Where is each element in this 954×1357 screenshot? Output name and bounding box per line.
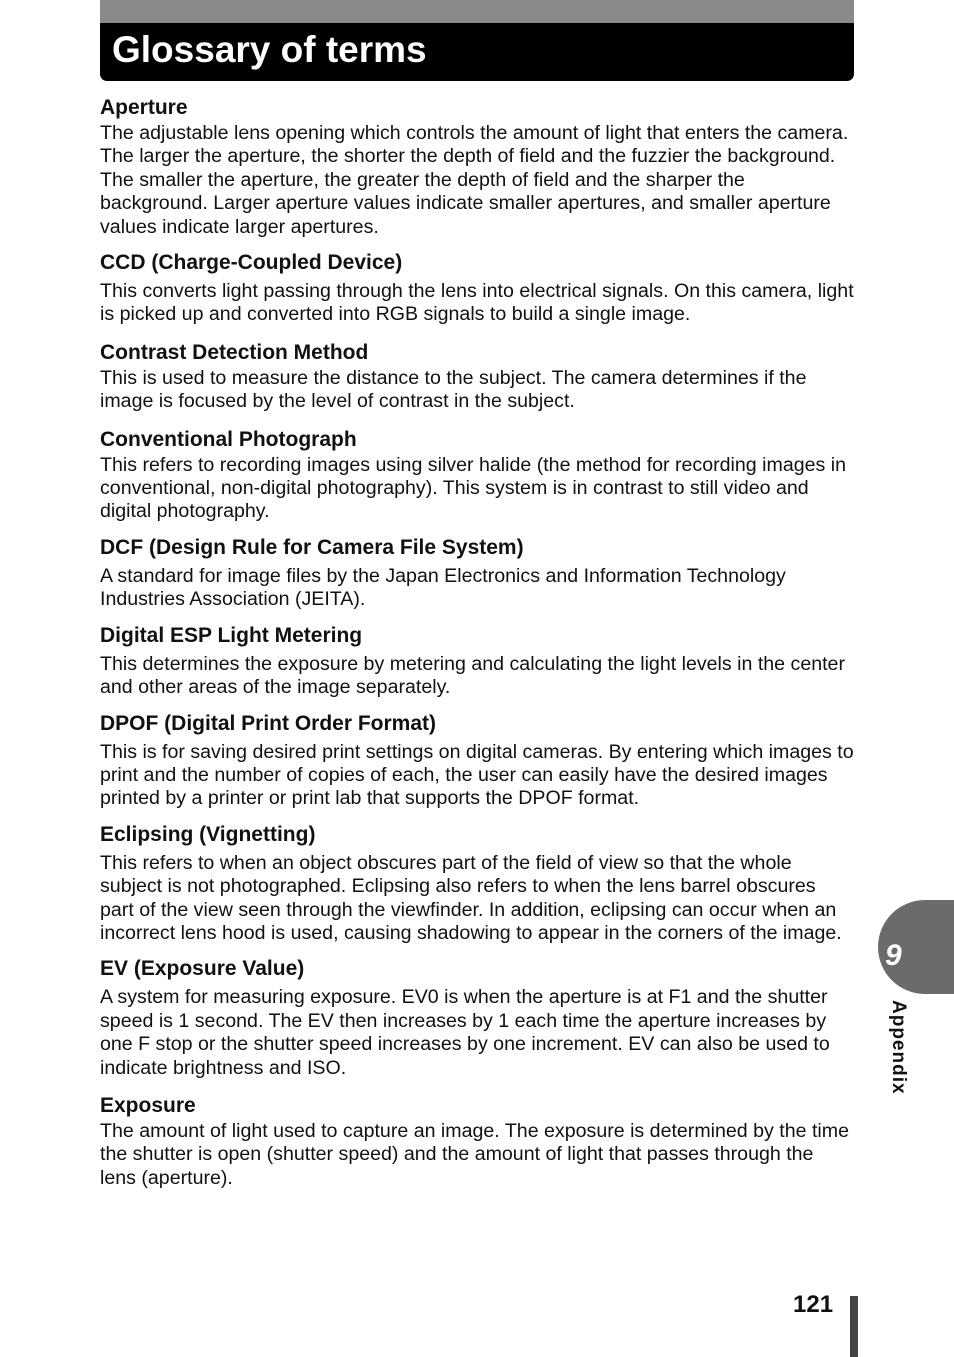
term-heading: EV (Exposure Value): [100, 957, 305, 981]
term-definition: The amount of light used to capture an image. The exposure is determined by the time the shutter is open (shutter speed) and the amount of light that passes through the lens (aperture).: [100, 1119, 849, 1189]
chapter-label: Appendix: [888, 1000, 909, 1095]
glossary-entry-aperture: [100, 94, 854, 239]
term-definition: This is for saving desired print settings on digital cameras. By entering which images to print and the number of copies of each, the user can easily have the desired images printed by a printer or print lab that supports the DPOF format.: [100, 740, 854, 810]
term-heading: Aperture: [100, 96, 188, 119]
glossary-entry-ccd: [100, 249, 854, 327]
page-title: Glossary of terms: [112, 29, 427, 70]
glossary-entry-eclipsing: [100, 821, 854, 946]
term-heading: Exposure: [100, 1093, 196, 1117]
term-definition: This converts light passing through the lens into electrical signals. On this camera, light is picked up and converted into RGB signals to build a single image.: [100, 280, 854, 326]
term-heading: Eclipsing (Vignetting): [100, 822, 316, 846]
term-heading: Contrast Detection Method: [100, 340, 369, 364]
term-heading: Digital ESP Light Metering: [100, 623, 363, 647]
term-heading: Conventional Photograph: [100, 427, 357, 451]
glossary-entry-digital-esp: [100, 622, 854, 700]
term-heading: DCF (Design Rule for Camera File System): [100, 535, 524, 559]
term-heading: DPOF (Digital Print Order Format): [100, 711, 437, 735]
term-definition: This is used to measure the distance to the subject. The camera determines if the image is focused by the level of contrast in the subject.: [100, 366, 807, 413]
glossary-list: [100, 94, 854, 1190]
glossary-entry-contrast-detection: [100, 339, 854, 414]
glossary-entry-conventional-photograph: [100, 426, 854, 524]
page-number: 121: [793, 1291, 834, 1318]
term-definition: This determines the exposure by metering and calculating the light levels in the center and other areas of the image separately.: [100, 652, 845, 699]
title-bar: [100, 0, 854, 81]
page-number-rule: [850, 1296, 858, 1357]
term-definition: This refers to recording images using silver halide (the method for recording images in conventional, non-digital photography). This system is in contrast to still video and digital photography.: [100, 453, 846, 523]
glossary-entry-ev: [100, 955, 854, 1080]
term-heading: CCD (Charge-Coupled Device): [100, 251, 403, 275]
term-definition: A standard for image files by the Japan Electronics and Information Technology Industries Association (JEITA).: [100, 564, 786, 611]
term-definition: A system for measuring exposure. EV0 is when the aperture is at F1 and the shutter speed is 1 second. The EV then increases by 1 each time the aperture increases by one F stop or the shutter speed increases by one increment. EV can also be used to indicate brightness and ISO.: [100, 986, 830, 1079]
term-definition: This refers to when an object obscures part of the field of view so that the whole subject is not photographed. Eclipsing also refers to when the lens barrel obscures part of the view seen through the viewfinder. In addition, eclipsing can occur when an incorrect lens hood is used, causing shadowing to appear in the corners of the image.: [100, 851, 842, 944]
glossary-entry-dpof: [100, 710, 854, 811]
title-top-band: [100, 0, 854, 23]
term-definition: The adjustable lens opening which controls the amount of light that enters the camera. The larger the aperture, the shorter the depth of field and the fuzzier the background. The smaller the aperture, the greater the depth of field and the sharper the background. Larger aperture values indicate smaller apertures, and smaller aperture values indicate larger apertures.: [100, 122, 849, 238]
chapter-number: 9: [885, 939, 902, 972]
glossary-entry-exposure: [100, 1092, 854, 1190]
glossary-entry-dcf: [100, 534, 854, 612]
